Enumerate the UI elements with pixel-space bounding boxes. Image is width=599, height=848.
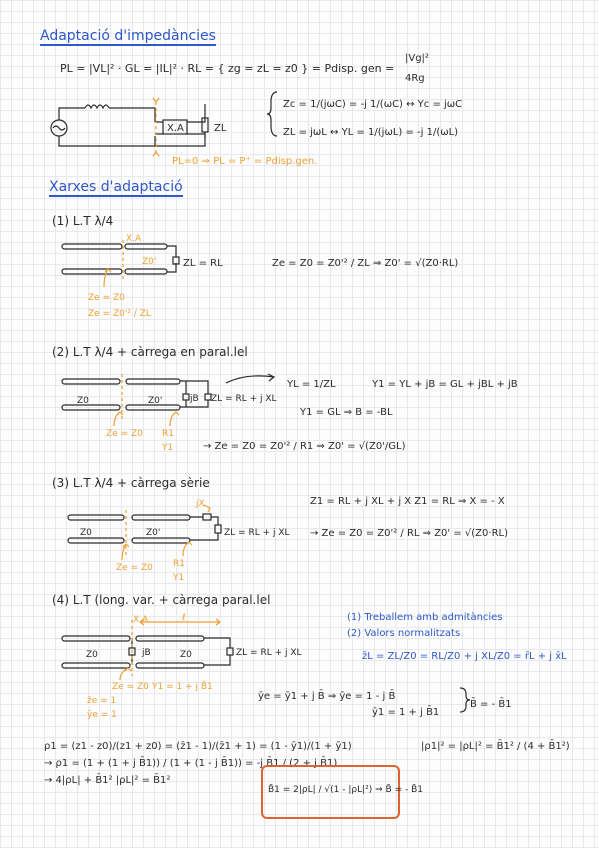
case2-eq3: Y1 = GL ⇒ B = -BL xyxy=(300,407,393,418)
case4-note1: (1) Treballem amb admitàncies xyxy=(347,612,503,623)
case1-ann1: Ze = Z0 xyxy=(88,293,125,303)
case2-eq4: → Ze = Z0 = Z0'² / R1 ⇒ Z0' = √(Z0'/GL) xyxy=(203,441,406,452)
case1-eq: Ze = Z0 = Z0'² / ZL ⇒ Z0' = √(Z0·RL) xyxy=(272,258,459,269)
case2-zl: ZL = RL + j XL xyxy=(211,394,277,404)
case4-eq1: ȳe = ȳ1 + j B̄ ⇒ ȳe = 1 - j B̄ xyxy=(258,691,396,702)
case2-ann3: Y1 xyxy=(162,443,174,453)
page-title: Adaptació d'impedàncies xyxy=(40,28,216,44)
zc-eq-1: Zc = 1/(jωC) = -j 1/(ωC) ↔ Yc = jωC xyxy=(283,99,463,110)
power-eq-den: 4Rg xyxy=(405,73,425,84)
case4-ell: ℓ xyxy=(182,613,186,623)
case1-zl: ZL = RL xyxy=(183,258,223,269)
case4-jb: jB xyxy=(142,648,151,658)
case4-z0b: Z0 xyxy=(180,650,192,660)
sine-icon xyxy=(53,126,65,130)
case2-ann1: Ze = Z0 xyxy=(106,429,143,439)
zc-eq-2: ZL = jωL ↔ YL = 1/(jωL) = -j 1/(ωL) xyxy=(283,127,459,138)
case4-ann1: Ze = Z0 xyxy=(112,682,149,692)
case2-jb: jB xyxy=(190,394,199,404)
power-equation: PL = |VL|² · GL = |IL|² · RL = { zg = zL = z0 } = Pdisp. gen = xyxy=(60,62,395,75)
case1-xa: X.A xyxy=(126,234,142,244)
case2-ann2: R1 xyxy=(162,429,174,439)
case3-ann1: Ze = Z0 xyxy=(116,563,153,573)
case4-ann4: ȳe = 1 xyxy=(87,710,117,720)
section-title: Xarxes d'adaptació xyxy=(49,179,183,195)
circuit1-note: PL=0 ⇒ PL = P⁺ = Pdisp.gen. xyxy=(172,156,318,167)
case3-eq1: Z1 = RL + j XL + j X Z1 = RL ⇒ X = - X xyxy=(310,496,505,507)
inductor-icon xyxy=(85,105,109,108)
case3-eq2: → Ze = Z0 = Z0'² / RL ⇒ Z0' = √(Z0·RL) xyxy=(310,528,508,539)
case2-eq1: YL = 1/ZL xyxy=(287,379,336,390)
case4-eq3: B̄ = - B̄1 xyxy=(470,699,512,710)
case3-zl: ZL = RL + j XL xyxy=(224,528,290,538)
rho-magnitude: |ρ1|² = |ρL|² = B̄1² / (4 + B̄1²) xyxy=(421,741,570,752)
case1-ann2: Ze = Z0'² / ZL xyxy=(88,309,151,319)
case4-xa: X.A xyxy=(133,615,149,625)
case4-norm-eq: z̄L = ZL/Z0 = RL/Z0 + j XL/Z0 = r̄L + j x̄L xyxy=(362,651,567,662)
case4-ann2: Y1 = 1 + j B̄1 xyxy=(152,682,213,692)
case4-z0a: Z0 xyxy=(86,650,98,660)
case3-ann2: R1 xyxy=(173,559,185,569)
case4-note2: (2) Valors normalitzats xyxy=(347,628,461,639)
case4-title: (4) L.T (long. var. + càrrega paral.lel xyxy=(52,593,271,607)
case2-eq2: Y1 = YL + jB = GL + jBL + jB xyxy=(372,379,518,390)
case3-title: (3) L.T λ/4 + càrrega sèrie xyxy=(52,476,210,490)
power-eq-num: |Vg|² xyxy=(405,53,429,64)
case2-z0: Z0 xyxy=(77,396,89,406)
result-equation: B̄1 = 2|ρL| / √(1 - |ρL|²) ⇒ B̄ = - B̄1 xyxy=(268,785,423,795)
rho-equation: ρ1 = (z1 - z0)/(z1 + z0) = (z̄1 - 1)/(z̄1 + 1) = (1 - ȳ1)/(1 + ȳ1) xyxy=(44,741,352,752)
case3-ann3: Y1 xyxy=(173,573,185,583)
rho-equation-2: → ρ1 = (1 + (1 + j B̄1)) / (1 + (1 - j B̄1)) = -j B̄1 / (2 + j B̄1) xyxy=(44,758,338,769)
case3-jx: jX xyxy=(196,499,205,509)
rho-line-2: → 4|ρL| + B̄1² |ρL|² = B̄1² xyxy=(44,775,171,786)
case4-eq2: ȳ1 = 1 + j B̄1 xyxy=(372,707,440,718)
case3-z0: Z0 xyxy=(80,528,92,538)
case1-z0p: Z0' xyxy=(142,257,157,267)
case4-ann3: z̄e = 1 xyxy=(87,696,117,706)
circuit1-box-label: X.A xyxy=(167,123,184,134)
case2-title: (2) L.T λ/4 + càrrega en paral.lel xyxy=(52,345,248,359)
case2-z0p: Z0' xyxy=(148,396,163,406)
circuit1-load-label: ZL xyxy=(214,123,227,134)
case1-title: (1) L.T λ/4 xyxy=(52,214,114,228)
case4-zl: ZL = RL + j XL xyxy=(236,648,302,658)
case3-z0p: Z0' xyxy=(146,528,161,538)
